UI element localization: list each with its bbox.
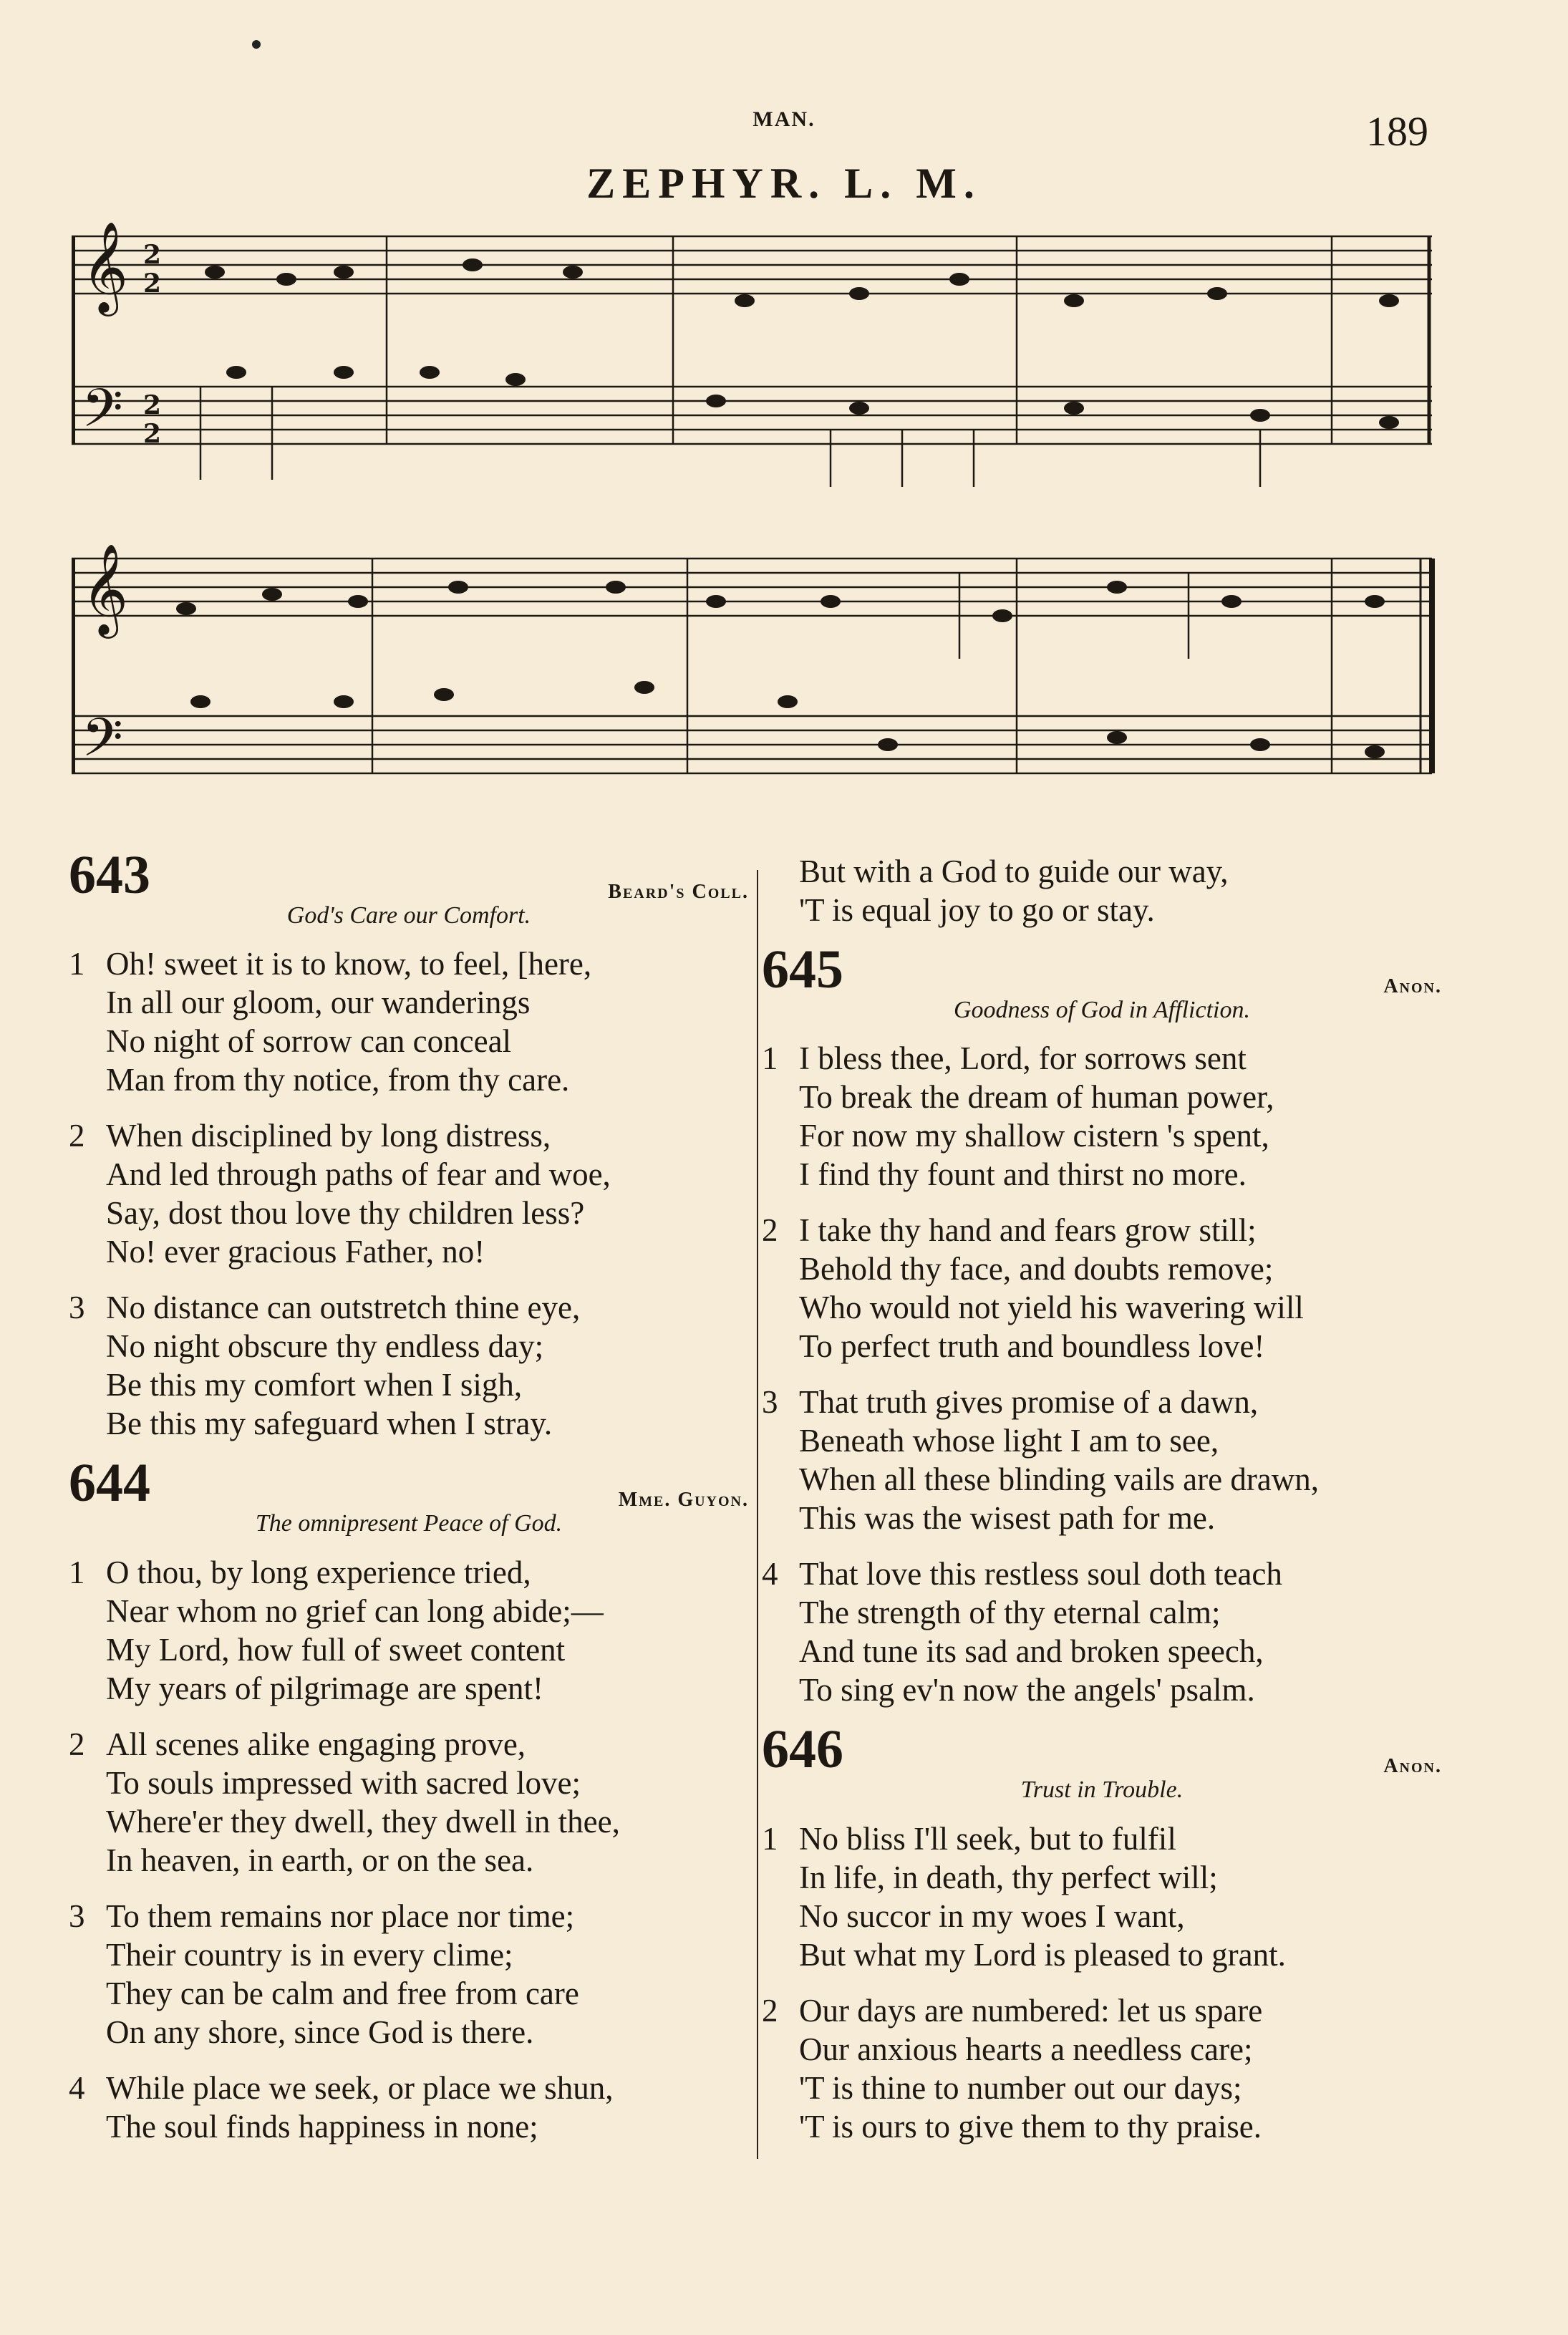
hymn-643 xyxy=(69,845,749,1443)
svg-text:𝄞: 𝄞 xyxy=(82,544,129,634)
verse-line: To sing ev'n now the angels' psalm. xyxy=(799,1672,1255,1708)
hymn-number: 646 xyxy=(762,1719,843,1780)
hymn-subtitle: Trust in Trouble. xyxy=(1020,1776,1184,1804)
verse-line: And led through paths of fear and woe, xyxy=(106,1156,611,1193)
left-column xyxy=(69,845,749,2163)
stanza-number: 1 xyxy=(69,946,85,982)
stanza xyxy=(762,1211,1442,1365)
hymn-subtitle: God's Care our Comfort. xyxy=(286,902,531,929)
verse-line: For now my shallow cistern 's spent, xyxy=(799,1118,1269,1154)
stanza xyxy=(762,1039,1442,1194)
verse-line: While place we seek, or place we shun, xyxy=(106,2069,614,2106)
stanza xyxy=(69,2069,749,2146)
stanza xyxy=(762,1819,1442,1974)
stanza-number: 4 xyxy=(762,1556,778,1592)
verse-line: I find thy fount and thirst no more. xyxy=(799,1156,1247,1193)
verse-line: This was the wisest path for me. xyxy=(799,1500,1216,1537)
verse-line: The strength of thy eternal calm; xyxy=(799,1595,1221,1631)
stanza xyxy=(69,1116,749,1271)
continued-stanza xyxy=(762,852,1442,929)
stanza xyxy=(69,1553,749,1708)
verse-line: When all these blinding vails are drawn, xyxy=(799,1461,1320,1498)
verse-line: To perfect truth and boundless love! xyxy=(799,1328,1265,1365)
stanza-number: 2 xyxy=(762,1212,778,1249)
svg-text:𝄞: 𝄞 xyxy=(82,222,129,312)
hymn-author: Anon. xyxy=(1383,1755,1442,1778)
verse-line: Where'er they dwell, they dwell in thee, xyxy=(106,1803,620,1840)
verse-line: 'T is thine to number out our days; xyxy=(799,2069,1242,2106)
hymn-644 xyxy=(69,1453,749,2145)
stanza-number: 3 xyxy=(69,1290,85,1326)
stanza-number: 1 xyxy=(762,1040,778,1077)
stanza-number: 3 xyxy=(69,1898,85,1934)
column-divider xyxy=(757,870,758,2159)
verse-line: The soul finds happiness in none; xyxy=(106,2108,538,2145)
stanza-number: 3 xyxy=(762,1384,778,1421)
hymn-number: 643 xyxy=(69,845,150,905)
verse-line: Be this my safeguard when I stray. xyxy=(106,1406,553,1442)
verse-line: O thou, by long experience tried, xyxy=(106,1554,531,1590)
verse-line: Man from thy notice, from thy care. xyxy=(106,1062,570,1098)
music-score-1 xyxy=(72,222,1439,494)
verse-line: To them remains nor place nor time; xyxy=(106,1898,575,1934)
verse-line: On any shore, since God is there. xyxy=(106,2013,534,2050)
page-number: 189 xyxy=(1366,108,1428,155)
verse-line: In all our gloom, our wanderings xyxy=(106,985,531,1021)
verse-line: Oh! sweet it is to know, to feel, [here, xyxy=(106,946,592,982)
verse-line: Their country is in every clime; xyxy=(106,1936,513,1973)
right-column xyxy=(762,852,1442,2163)
verse-line: 'T is equal joy to go or stay. xyxy=(799,892,1155,928)
svg-text:𝄢: 𝄢 xyxy=(82,377,123,453)
verse-line: Say, dost thou love thy children less? xyxy=(106,1195,585,1232)
verse-line: No night obscure thy endless day; xyxy=(106,1328,544,1365)
hymn-number: 645 xyxy=(762,939,843,1000)
music-system-1 xyxy=(72,222,1439,494)
music-system-2 xyxy=(72,544,1439,809)
stanza xyxy=(69,1725,749,1880)
composer-label: MAN. xyxy=(752,107,816,131)
verse-line: That truth gives promise of a dawn, xyxy=(799,1384,1259,1421)
hymn-author: Anon. xyxy=(1383,975,1442,997)
svg-text:2: 2 xyxy=(143,390,162,420)
stanza-number: 4 xyxy=(69,2069,85,2106)
stanza-number: 1 xyxy=(762,1820,778,1857)
verse-line: They can be calm and free from care xyxy=(106,1975,579,2011)
verse-line: No distance can outstretch thine eye, xyxy=(106,1290,581,1326)
verse-line: Be this my comfort when I sigh, xyxy=(106,1367,523,1403)
hymn-645 xyxy=(762,939,1442,1709)
verse-line: 'T is ours to give them to thy praise. xyxy=(799,2108,1262,2145)
verse-line: Beneath whose light I am to see, xyxy=(799,1423,1219,1459)
verse-line: And tune its sad and broken speech, xyxy=(799,1633,1264,1670)
stanza xyxy=(762,1555,1442,1709)
verse-line: In life, in death, thy perfect will; xyxy=(799,1859,1218,1895)
verse-line: No night of sorrow can conceal xyxy=(106,1023,512,1060)
verse-line: To break the dream of human power, xyxy=(799,1079,1274,1116)
stanza-number: 1 xyxy=(69,1554,85,1590)
verse-line: When disciplined by long distress, xyxy=(106,1118,551,1154)
verse-line: All scenes alike engaging prove, xyxy=(106,1726,526,1762)
hymn-subtitle: The omnipresent Peace of God. xyxy=(255,1510,563,1537)
hymn-number: 644 xyxy=(69,1453,150,1514)
verse-line: Near whom no grief can long abide;— xyxy=(106,1592,604,1629)
svg-text:2: 2 xyxy=(143,240,162,270)
verse-line: No! ever gracious Father, no! xyxy=(106,1234,485,1270)
hymn-author: Beard's Coll. xyxy=(608,881,749,903)
verse-line: No bliss I'll seek, but to fulfil xyxy=(799,1820,1176,1857)
verse-line: I bless thee, Lord, for sorrows sent xyxy=(799,1040,1247,1077)
svg-text:2: 2 xyxy=(143,269,162,299)
stanza xyxy=(69,944,749,1099)
verse-line: No succor in my woes I want, xyxy=(799,1898,1185,1934)
verse-line: Our anxious hearts a needless care; xyxy=(799,2031,1253,2067)
verse-line: To souls impressed with sacred love; xyxy=(106,1764,581,1801)
svg-text:2: 2 xyxy=(143,419,162,449)
hymn-author: Mme. Guyon. xyxy=(618,1489,749,1512)
verse-line: In heaven, in earth, or on the sea. xyxy=(106,1842,534,1878)
stanza-number: 2 xyxy=(69,1726,85,1762)
stanza-number: 2 xyxy=(69,1118,85,1154)
stanza xyxy=(69,1897,749,2051)
hymn-subtitle: Goodness of God in Affliction. xyxy=(954,997,1250,1023)
verse-line: Behold thy face, and doubts remove; xyxy=(799,1251,1274,1287)
svg-text:𝄢: 𝄢 xyxy=(82,707,123,782)
verse-line: That love this restless soul doth teach xyxy=(799,1556,1282,1592)
stanza-number: 2 xyxy=(762,1992,778,2029)
tune-title: ZEPHYR. L. M. xyxy=(586,160,982,207)
verse-line: My Lord, how full of sweet content xyxy=(106,1631,566,1668)
hymn-646 xyxy=(762,1719,1442,2145)
stanza xyxy=(762,1383,1442,1537)
music-score-2 xyxy=(72,544,1439,809)
verse-line: My years of pilgrimage are spent! xyxy=(106,1670,544,1706)
verse-line: Who would not yield his wavering will xyxy=(799,1290,1304,1326)
ink-dot xyxy=(252,40,261,49)
stanza xyxy=(69,1288,749,1443)
verse-line: Our days are numbered: let us spare xyxy=(799,1992,1263,2029)
stanza xyxy=(762,1991,1442,2146)
verse-line: But with a God to guide our way, xyxy=(799,854,1229,889)
verse-line: I take thy hand and fears grow still; xyxy=(799,1212,1257,1249)
verse-line: But what my Lord is pleased to grant. xyxy=(799,1936,1286,1973)
